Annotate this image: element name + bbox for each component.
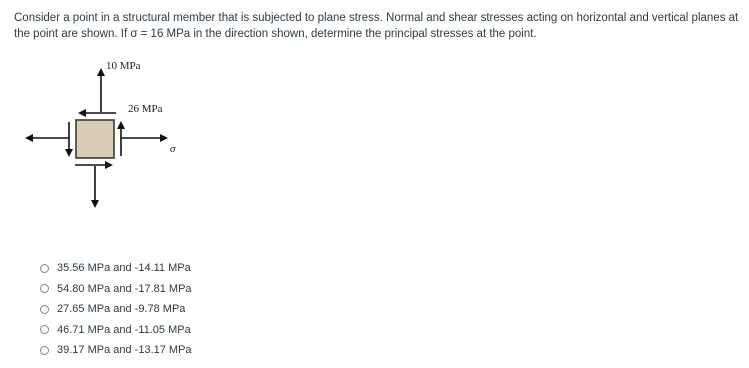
answer-option[interactable] bbox=[40, 258, 192, 279]
answer-option[interactable] bbox=[40, 299, 192, 320]
top-stress-label: 10 MPa bbox=[106, 60, 141, 72]
sigma-label: σ bbox=[170, 143, 176, 155]
answer-option-label: 54.80 MPa and -17.81 MPa bbox=[57, 282, 192, 295]
answer-option[interactable] bbox=[40, 340, 192, 361]
answer-option[interactable] bbox=[40, 320, 192, 341]
answer-option-label: 35.56 MPa and -14.11 MPa bbox=[57, 262, 191, 275]
answer-option-label: 39.17 MPa and -13.17 MPa bbox=[57, 344, 192, 357]
stress-element-diagram bbox=[20, 56, 200, 216]
shear-stress-label: 26 MPa bbox=[128, 103, 163, 115]
radio-button-icon[interactable] bbox=[40, 325, 49, 334]
question-paragraph: Consider a point in a structural member that is subjected to plane stress. Normal and shear stresses acting on horizontal and vertical planes at the point are shown. If σ = 16 MPa in the direction shown, determine the principal stresses at the point. bbox=[14, 12, 739, 40]
answer-option-label: 46.71 MPa and -11.05 MPa bbox=[57, 323, 191, 336]
radio-button-icon[interactable] bbox=[40, 346, 49, 355]
radio-button-icon[interactable] bbox=[40, 305, 49, 314]
question-text bbox=[14, 10, 739, 42]
stress-element-figure bbox=[20, 56, 200, 216]
answer-option[interactable] bbox=[40, 279, 192, 300]
radio-button-icon[interactable] bbox=[40, 264, 49, 273]
answer-options bbox=[40, 258, 192, 361]
radio-button-icon[interactable] bbox=[40, 284, 49, 293]
answer-option-label: 27.65 MPa and -9.78 MPa bbox=[57, 303, 186, 316]
stress-element-square bbox=[76, 120, 114, 158]
